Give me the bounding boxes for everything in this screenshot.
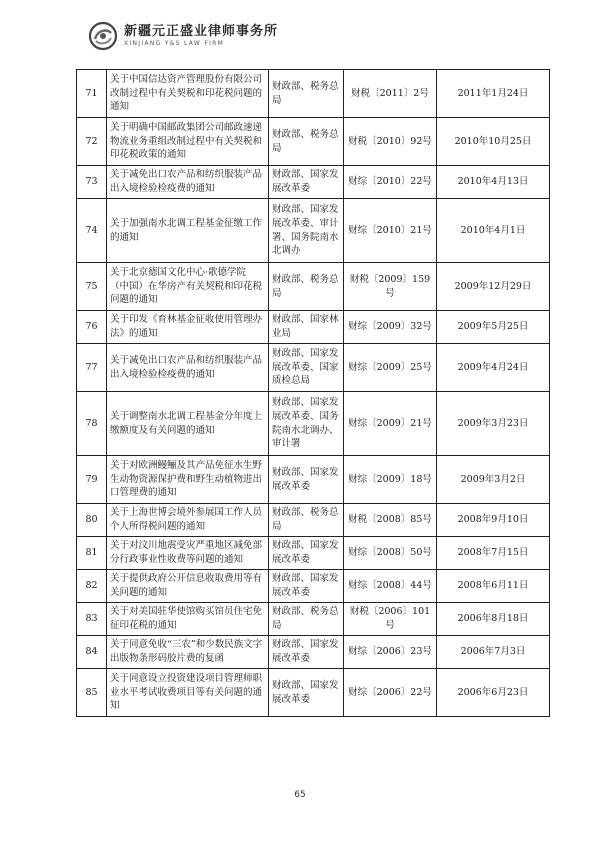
document-title: 关于提供政府公开信息收取费用等有关问题的通知 — [107, 570, 269, 603]
document-number: 财综〔2010〕21号 — [344, 199, 437, 263]
issuing-department: 财政部、国家发展改革委、国家质检总局 — [269, 344, 344, 392]
row-number: 81 — [77, 537, 107, 570]
document-title: 关于明确中国邮政集团公司邮政速递物流业务重组改制过程中有关契税和印花税政策的通知 — [107, 118, 269, 166]
document-title: 关于加强南水北调工程基金征缴工作的通知 — [107, 199, 269, 263]
issuing-department: 财政部、国家发展改革委 — [269, 669, 344, 717]
issue-date: 2008年9月10日 — [437, 504, 550, 537]
issue-date: 2006年7月3日 — [437, 636, 550, 669]
row-number: 79 — [77, 456, 107, 504]
row-number: 76 — [77, 311, 107, 344]
issuing-department: 财政部、税务总局 — [269, 70, 344, 118]
issue-date: 2006年8月18日 — [437, 603, 550, 636]
issuing-department: 财政部、国家林业局 — [269, 311, 344, 344]
issue-date: 2008年6月11日 — [437, 570, 550, 603]
issue-date: 2009年3月23日 — [437, 392, 550, 456]
document-number: 财综〔2008〕44号 — [344, 570, 437, 603]
document-title: 关于对汶川地震受灾严重地区减免部分行政事业性收费等问题的通知 — [107, 537, 269, 570]
issue-date: 2006年6月23日 — [437, 669, 550, 717]
row-number: 83 — [77, 603, 107, 636]
table-row — [77, 311, 550, 344]
table-row — [77, 263, 550, 311]
issue-date: 2011年1月24日 — [437, 70, 550, 118]
issuing-department: 财政部、国家发展改革委、国务院南水北调办、审计署 — [269, 392, 344, 456]
row-number: 80 — [77, 504, 107, 537]
issuing-department: 财政部、税务总局 — [269, 504, 344, 537]
document-number: 财税〔2008〕85号 — [344, 504, 437, 537]
document-number: 财综〔2009〕21号 — [344, 392, 437, 456]
document-title: 关于中国信达资产管理股份有限公司改制过程中有关契税和印花税问题的通知 — [107, 70, 269, 118]
document-number: 财综〔2009〕32号 — [344, 311, 437, 344]
row-number: 73 — [77, 166, 107, 199]
letterhead — [88, 18, 278, 54]
table-row — [77, 537, 550, 570]
document-number: 财税〔2010〕92号 — [344, 118, 437, 166]
table-row — [77, 70, 550, 118]
table-row — [77, 392, 550, 456]
table-row — [77, 603, 550, 636]
issue-date: 2009年5月25日 — [437, 311, 550, 344]
document-title: 关于调整南水北调工程基金分年度上缴额度及有关问题的通知 — [107, 392, 269, 456]
document-number: 财税〔2009〕159号 — [344, 263, 437, 311]
issuing-department: 财政部、国家发展改革委 — [269, 166, 344, 199]
issuing-department: 财政部、税务总局 — [269, 263, 344, 311]
document-title: 关于减免出口农产品和纺织服装产品出入境检验检疫费的通知 — [107, 344, 269, 392]
document-number: 财综〔2008〕50号 — [344, 537, 437, 570]
issue-date: 2009年4月24日 — [437, 344, 550, 392]
issuing-department: 财政部、税务总局 — [269, 603, 344, 636]
row-number: 85 — [77, 669, 107, 717]
issuing-department: 财政部、国家发展改革委、审计署、国务院南水北调办 — [269, 199, 344, 263]
document-title: 关于北京德国文化中心·歌德学院（中国）在华房产有关契税和印花税问题的通知 — [107, 263, 269, 311]
issuing-department: 财政部、国家发展改革委 — [269, 570, 344, 603]
document-title: 关于同意设立投资建设项目管理师职业水平考试收费项目等有关问题的通知 — [107, 669, 269, 717]
document-number: 财综〔2010〕22号 — [344, 166, 437, 199]
row-number: 82 — [77, 570, 107, 603]
row-number: 78 — [77, 392, 107, 456]
issuing-department: 财政部、国家发展改革委 — [269, 456, 344, 504]
table-row — [77, 166, 550, 199]
row-number: 77 — [77, 344, 107, 392]
document-number: 财综〔2009〕18号 — [344, 456, 437, 504]
firm-logo-icon — [88, 21, 118, 51]
document-number: 财综〔2009〕25号 — [344, 344, 437, 392]
page-number: 65 — [294, 790, 306, 800]
row-number: 72 — [77, 118, 107, 166]
document-title: 关于减免出口农产品和纺织服装产品出入境检验检疫费的通知 — [107, 166, 269, 199]
row-number: 75 — [77, 263, 107, 311]
document-number: 财税〔2006〕101号 — [344, 603, 437, 636]
issue-date: 2010年10月25日 — [437, 118, 550, 166]
table-row — [77, 570, 550, 603]
table-row — [77, 118, 550, 166]
table-row — [77, 636, 550, 669]
row-number: 71 — [77, 70, 107, 118]
table-row — [77, 456, 550, 504]
row-number: 84 — [77, 636, 107, 669]
issue-date: 2009年3月2日 — [437, 456, 550, 504]
document-title: 关于上海世博会境外参展国工作人员个人所得税问题的通知 — [107, 504, 269, 537]
issuing-department: 财政部、国家发展改革委 — [269, 537, 344, 570]
firm-name-en: XINJIANG Y&S LAW FIRM — [124, 40, 225, 47]
row-number: 74 — [77, 199, 107, 263]
table-row — [77, 669, 550, 717]
issuing-department: 财政部、国家发展改革委 — [269, 636, 344, 669]
table-row — [77, 504, 550, 537]
regulation-table — [76, 69, 550, 717]
firm-name-cn: 新疆元正盛业律师事务所 — [124, 24, 279, 39]
document-title: 关于对美国驻华使馆购买馆员住宅免征印花税的通知 — [107, 603, 269, 636]
document-number: 财税〔2011〕2号 — [344, 70, 437, 118]
issue-date: 2010年4月13日 — [437, 166, 550, 199]
issue-date: 2010年4月1日 — [437, 199, 550, 263]
document-title: 关于印发《育林基金征收使用管理办法》的通知 — [107, 311, 269, 344]
table-row — [77, 199, 550, 263]
document-title: 关于对欧洲鳗鲡及其产品免征水生野生动物资源保护费和野生动植物进出口管理费的通知 — [107, 456, 269, 504]
issue-date: 2008年7月15日 — [437, 537, 550, 570]
document-number: 财综〔2006〕22号 — [344, 669, 437, 717]
table-row — [77, 344, 550, 392]
document-title: 关于同意免收“三农”和少数民族文字出版物条形码胶片费的复函 — [107, 636, 269, 669]
issuing-department: 财政部、税务总局 — [269, 118, 344, 166]
issue-date: 2009年12月29日 — [437, 263, 550, 311]
document-number: 财综〔2006〕23号 — [344, 636, 437, 669]
